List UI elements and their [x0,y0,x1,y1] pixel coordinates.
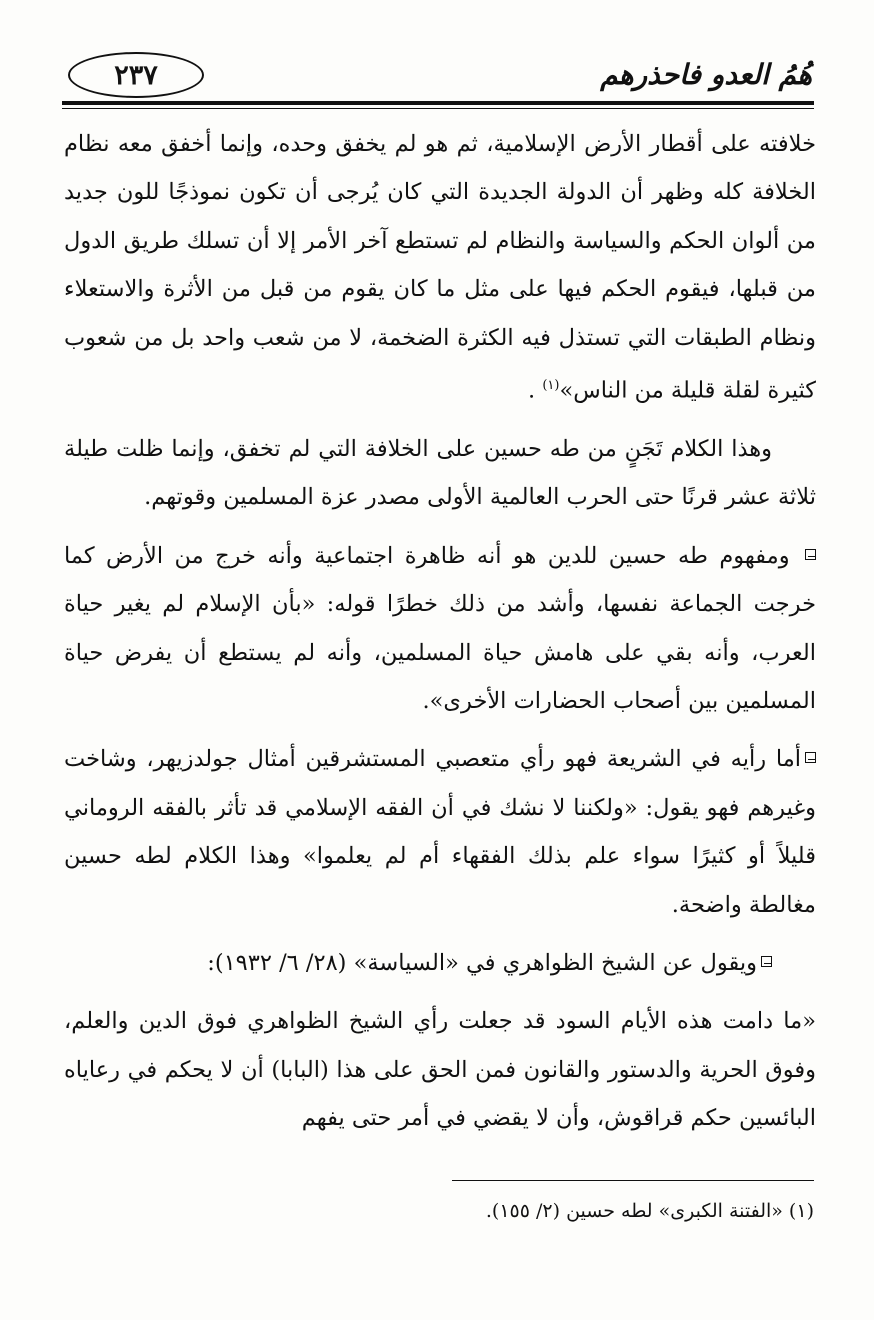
paragraph-2-text: وهذا الكلام تَجَنٍ من طه حسين على الخلافة التي لم تخفق، وإنما ظلت طيلة ثلاثة عشر قرنًا حتى الحرب العالمية الأولى مصدر عزة المسلمين وقوتهم. [64,435,816,511]
bullet-box-icon [805,752,816,763]
paragraph-1-text: خلافته على أقطار الأرض الإسلامية، ثم هو لم يخفق وحده، وإنما أخفق معه نظام الخلافة كله وظهر أن الدولة الجديدة التي كان يُرجى أن تكون نموذجًا للون جديد من ألوان الحكم والسياسة والنظام لم تستطع آخر الأمر إلا أن تسلك طريق الدول من قبلها، فيقوم الحكم فيها على مثل ما كان يقوم من قبل من الأثرة والاستعلاء ونظام الطبقات التي تستذل فيه الكثرة الضخمة، لا من شعب واحد بل من شعوب كثيرة لقلة قليلة من الناس» [64,131,816,404]
paragraph-6-text: «ما دامت هذه الأيام السود قد جعلت رأي الشيخ الظواهري فوق الدين والعلم، وفوق الحرية والدستور والقانون فمن الحق على هذا (البابا) أن لا يحكم في رعاياه البائسين حكم قراقوش، وأن لا يقضي في أمر حتى يفهم [64,1008,816,1132]
paragraph-3 [64,532,816,726]
paragraph-3-text: ومفهوم طه حسين للدين هو أنه ظاهرة اجتماعية وأنه خرج من الأرض كما خرجت الجماعة نفسها، وأشد من ذلك خطرًا قوله: «بأن الإسلام لم يغير حياة العرب، وأنه بقي على هامش حياة المسلمين، وأنه لم يستطع أن يفرض حياة المسلمين بين أصحاب الحضارات الأخرى». [64,542,816,714]
paragraph-6 [64,997,816,1142]
bullet-box-icon [805,549,816,560]
paragraph-2 [64,425,816,522]
header-rule-thin [62,108,814,109]
footnote-rule [452,1180,814,1181]
paragraph-4-text: أما رأيه في الشريعة فهو رأي متعصبي المستشرقين أمثال جولدزيهر، وشاخت وغيرهم فهو يقول: «ولكننا لا نشك في أن الفقه الإسلامي قد تأثر بالفقه الروماني قليلاً أو كثيرًا سواء علم بذلك الفقهاء أم لم يعلموا» وهذا الكلام لطه حسين مغالطة واضحة. [64,746,816,918]
footnote-ref: (١) [542,378,560,394]
header-rule [62,101,814,105]
page-header [62,42,812,104]
body-text [64,120,816,1153]
page-number: ٢٣٧ [68,52,204,98]
paragraph-5 [64,939,816,987]
paragraph-1: خلافته على أقطار الأرض الإسلامية، ثم هو لم يخفق وحده، وإنما أخفق معه نظام الخلافة كله وظهر أن الدولة الجديدة التي كان يُرجى أن تكون نموذجًا للون جديد من ألوان الحكم والسياسة والنظام لم تستطع آخر الأمر إلا أن تسلك طريق الدول من قبلها، فيقوم الحكم فيها على مثل ما كان يقوم من قبل من الأثرة والاستعلاء ونظام الطبقات التي تستذل فيه الكثرة الضخمة، لا من شعب واحد بل من شعوب كثيرة لقلة قليلة من الناس»$^{(١)}$ . [64,131,816,404]
running-title: هُمُ العدو فاحذرهم [600,58,812,91]
paragraph-5-text: ويقول عن الشيخ الظواهري في «السياسة» (٢٨/ ٦/ ١٩٣٢): [207,950,757,976]
bullet-box-icon [761,956,772,967]
paragraph-4 [64,735,816,929]
footnote: (١) «الفتنة الكبرى» لطه حسين (٢/ ١٥٥). [485,1200,814,1222]
